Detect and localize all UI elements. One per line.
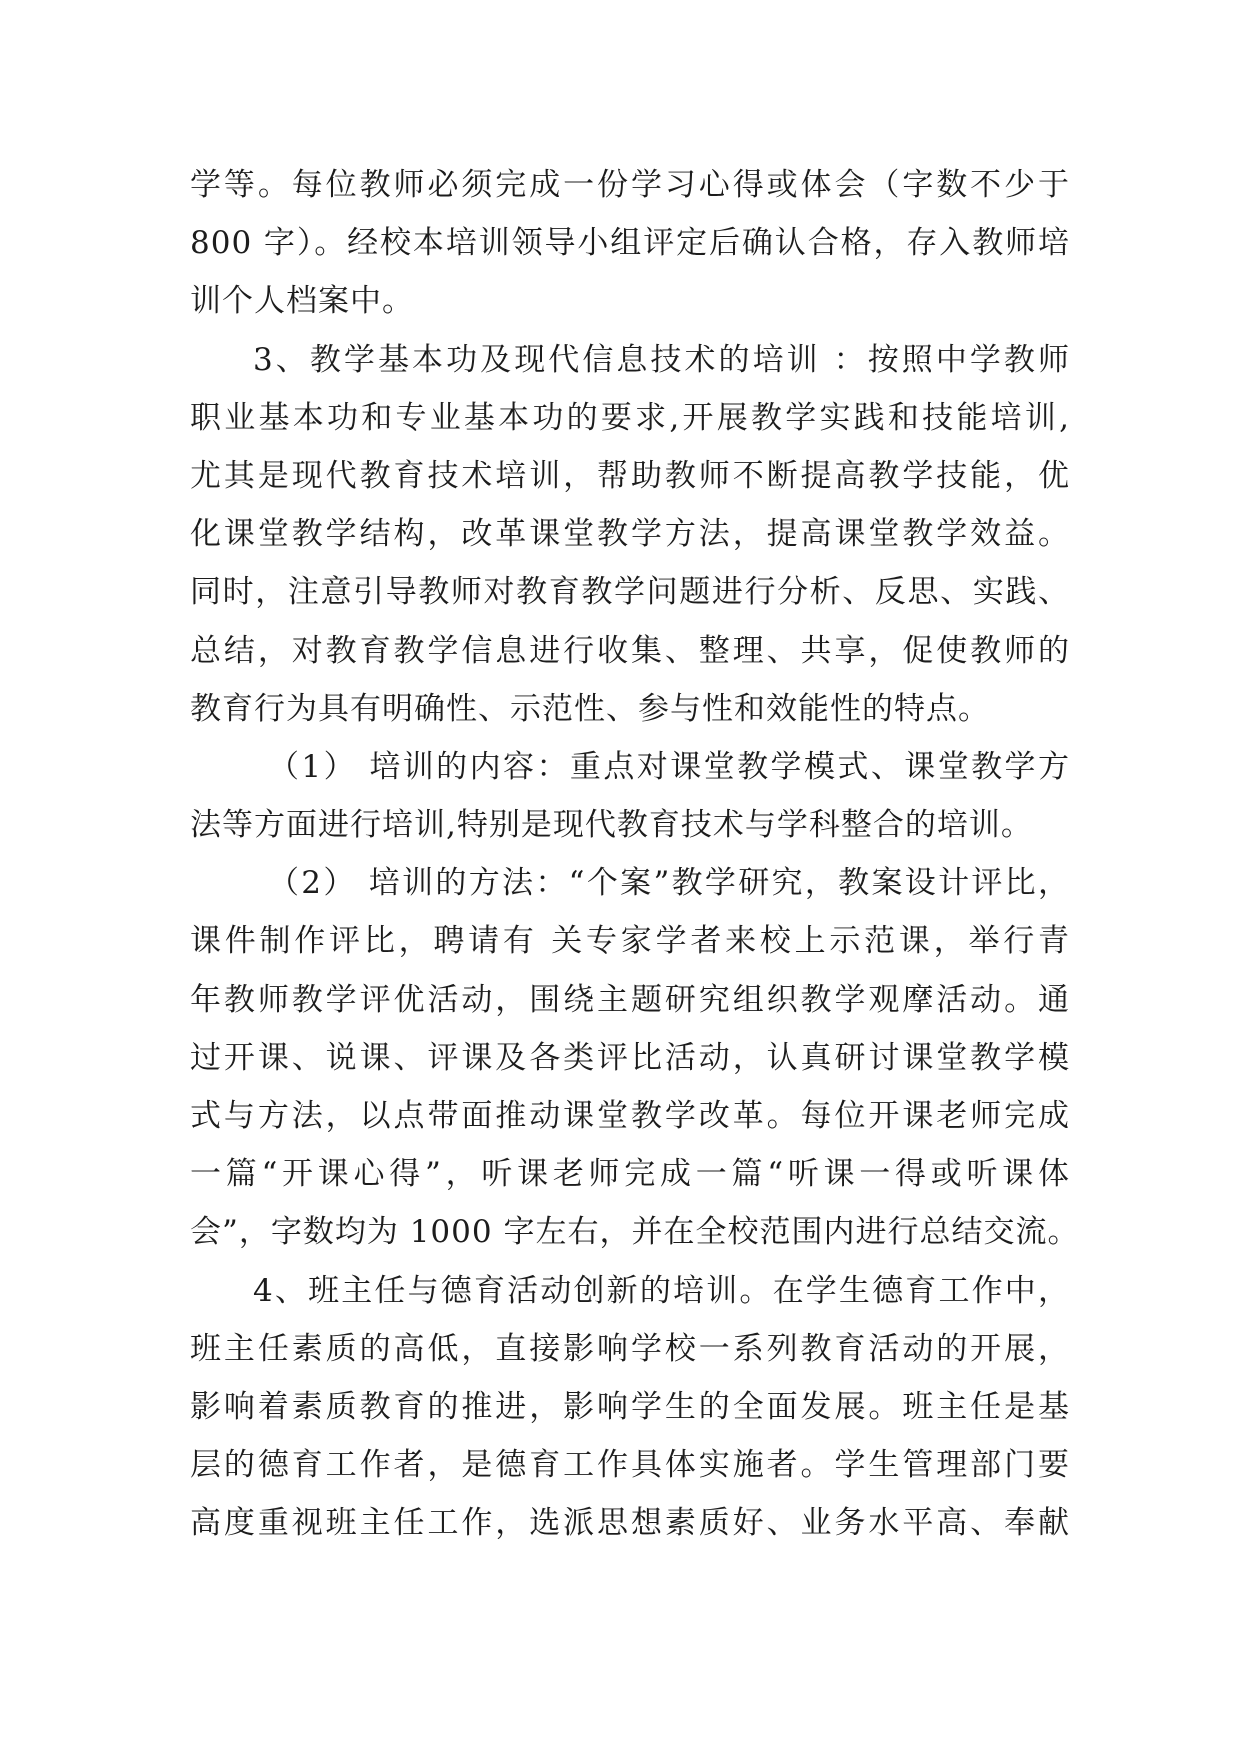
text-line: 训个人档案中。 bbox=[190, 283, 414, 320]
text-line: 课件制作评比，聘请有 关专家学者来校上示范课，举行青 bbox=[190, 923, 1070, 960]
text-line: 式与方法，以点带面推动课堂教学改革。每位开课老师完成 bbox=[190, 1098, 1070, 1134]
text-line: 法等方面进行培训,特别是现代教育技术与学科整合的培训。 bbox=[190, 807, 1033, 844]
text-line: （2） 培训的方法：“个案”教学研究，教案设计评比， bbox=[268, 865, 1070, 902]
text-line: 过开课、说课、评课及各类评比活动，认真研讨课堂教学模 bbox=[190, 1039, 1070, 1076]
text-line: 化课堂教学结构，改革课堂教学方法，提高课堂教学效益。 bbox=[190, 516, 1070, 553]
body-text bbox=[190, 156, 1080, 1553]
text-line: 年教师教学评优活动，围绕主题研究组织教学观摩活动。通 bbox=[190, 981, 1070, 1018]
text-line: 学等。每位教师必须完成一份学习心得或体会（字数不少于 bbox=[190, 167, 1070, 203]
text-line: 职业基本功和专业基本功的要求,开展教学实践和技能培训, bbox=[190, 399, 1070, 436]
text-line: 层的德育工作者，是德育工作具体实施者。学生管理部门要 bbox=[190, 1447, 1070, 1484]
text-line: 800 字）。经校本培训领导小组评定后确认合格，存入教师培 bbox=[190, 225, 1070, 262]
text-line: 同时，注意引导教师对教育教学问题进行分析、反思、实践、 bbox=[190, 574, 1070, 611]
text-line: 班主任素质的高低，直接影响学校一系列教育活动的开展， bbox=[190, 1330, 1070, 1367]
text-line: 影响着素质教育的推进，影响学生的全面发展。班主任是基 bbox=[190, 1388, 1070, 1425]
text-line: 教育行为具有明确性、示范性、参与性和效能性的特点。 bbox=[190, 690, 990, 727]
text-line: 会”，字数均为 1000 字左右，并在全校范围内进行总结交流。 bbox=[190, 1214, 1080, 1251]
text-line: 4、班主任与德育活动创新的培训。在学生德育工作中， bbox=[253, 1272, 1070, 1309]
text-line: 一篇“开课心得”，听课老师完成一篇“听课一得或听课体 bbox=[190, 1156, 1070, 1193]
text-line: 总结，对教育教学信息进行收集、整理、共享，促使教师的 bbox=[190, 632, 1070, 669]
text-line: （1） 培训的内容：重点对课堂教学模式、课堂教学方 bbox=[268, 748, 1070, 785]
text-line: 高度重视班主任工作，选派思想素质好、业务水平高、奉献 bbox=[190, 1505, 1070, 1542]
text-line: 尤其是现代教育技术培训，帮助教师不断提高教学技能，优 bbox=[190, 457, 1070, 494]
text-line: 3、教学基本功及现代信息技术的培训 ：按照中学教师 bbox=[253, 341, 1070, 378]
